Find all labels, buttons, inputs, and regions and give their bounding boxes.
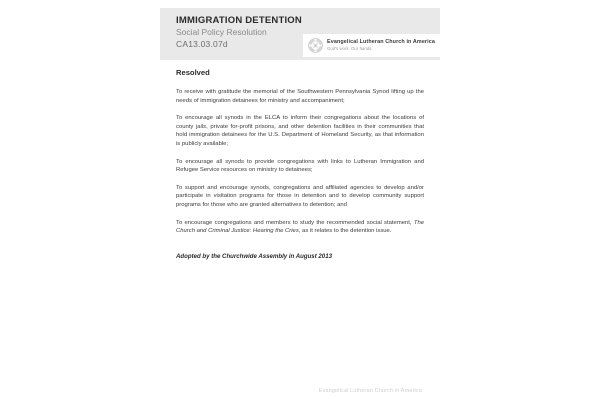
- section-heading-resolved: Resolved: [176, 68, 210, 77]
- adoption-statement: Adopted by the Churchwide Assembly in August 2013: [176, 252, 332, 260]
- social-statement-title: The Church and Criminal Justice: Hearing the Cries: [176, 219, 424, 235]
- logo-text-group: [327, 39, 435, 52]
- document-page: [160, 0, 440, 400]
- page-subtitle: Social Policy Resolution: [176, 27, 267, 37]
- resolution-paragraph: To support and encourage synods, congregations and affiliated agencies to develop and/or participate in visitation programs for those in detention and to develop community support programs for those who are granted alternatives to detention; and: [176, 184, 424, 208]
- resolution-paragraph: To receive with gratitude the memorial of the Southwestern Pennsylvania Synod lifting up the needs of immigration detainees for ministry and accompaniment;: [176, 89, 424, 104]
- footer-organization-name: Evangelical Lutheran Church in America: [318, 388, 422, 394]
- page-footer: [160, 379, 440, 397]
- final-paragraph-lead: To encourage congregations and members to study the recommended social statement,: [176, 219, 414, 226]
- resolution-paragraph-final: [176, 219, 424, 236]
- resolution-paragraph: To encourage all synods in the ELCA to inform their congregations about the locations of county jails, private for-profit prisons, and other detention facilities in their communities that hold immigration detainees for the U.S. Department of Homeland Security, as that information is publicly available;: [176, 115, 424, 147]
- document-code: CA13.03.07d: [176, 38, 228, 49]
- organization-logo: [303, 34, 440, 57]
- elca-celtic-cross-icon: [308, 38, 323, 53]
- document-body: [176, 68, 424, 260]
- logo-organization-name: Evangelical Lutheran Church in America: [327, 39, 436, 45]
- page-title: IMMIGRATION DETENTION: [176, 15, 302, 26]
- logo-tagline: God's work. Our hands.: [327, 46, 373, 51]
- final-paragraph-tail: , as it relates to the detention issue.: [298, 228, 392, 235]
- resolution-paragraph: To encourage all synods to provide congregations with links to Lutheran Immigration and Refugee Service resources on ministry to detainees;: [176, 158, 424, 174]
- document-header-band: [160, 8, 440, 60]
